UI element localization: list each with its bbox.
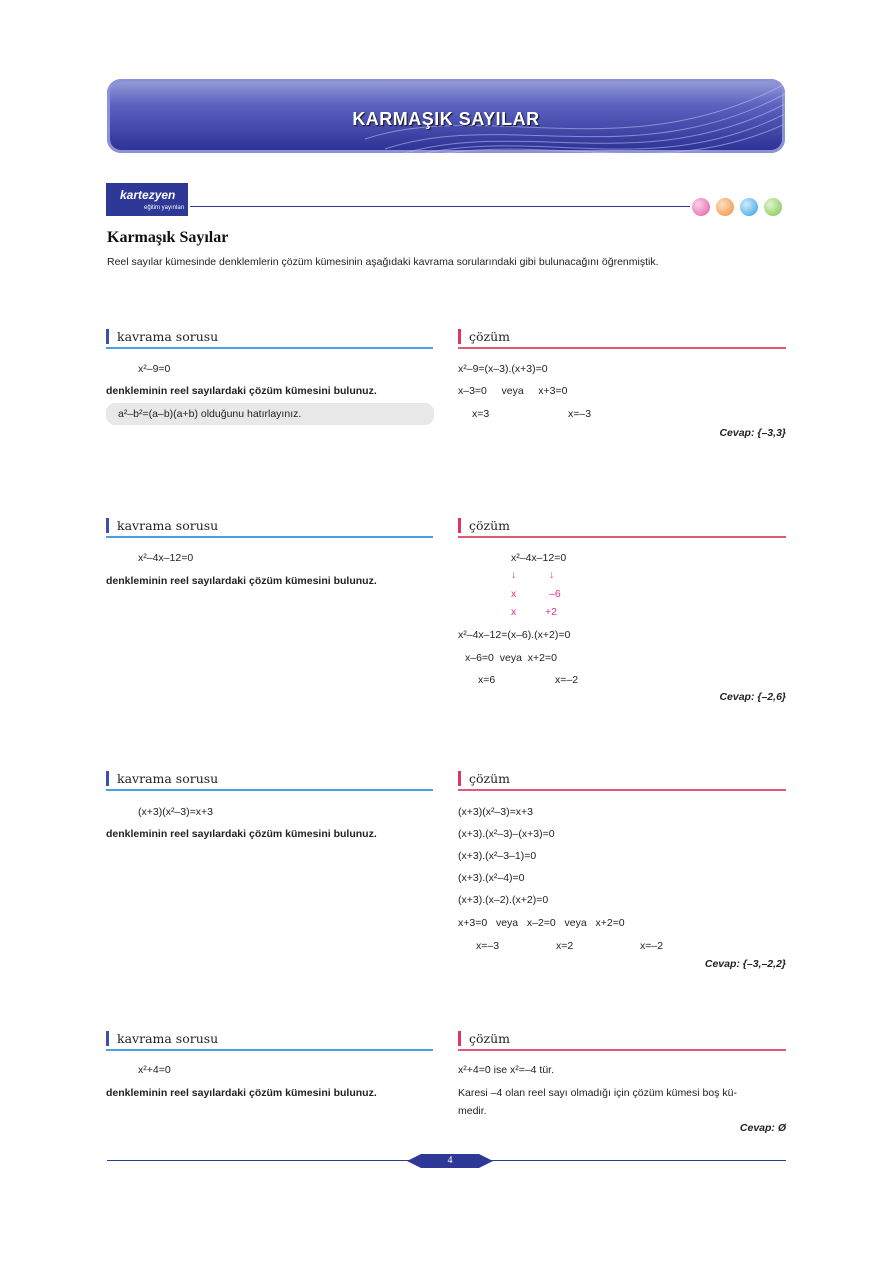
page-title: KARMAŞIK SAYILAR xyxy=(352,109,540,129)
solution-line: (x+3).(x–2).(x+2)=0 xyxy=(458,894,549,906)
problem-equation: (x+3)(x²–3)=x+3 xyxy=(138,806,213,818)
solution-line: Karesi –4 olan reel sayı olmadığı için çözüm kümesi boş kü- xyxy=(458,1087,737,1099)
logo-divider xyxy=(190,206,690,207)
question-rule xyxy=(106,347,433,349)
solution-rule xyxy=(458,1049,786,1051)
solution-label: çözüm xyxy=(458,1031,510,1046)
green-dot xyxy=(764,198,782,216)
problem-equation: x²+4=0 xyxy=(138,1064,171,1076)
solution-line: (x+3).(x²–3)–(x+3)=0 xyxy=(458,828,555,840)
solution-line: x²–4x–12=(x–6).(x+2)=0 xyxy=(458,629,571,641)
down-arrow-icon: ↓ xyxy=(511,569,517,581)
question-label: kavrama sorusu xyxy=(106,771,218,786)
solution-root: x=2 xyxy=(556,940,574,952)
problem-instruction: denkleminin reel sayılardaki çözüm kümesini bulunuz. xyxy=(106,575,377,587)
question-label: kavrama sorusu xyxy=(106,1031,218,1046)
solution-line: x²+4=0 ise x²=–4 tür. xyxy=(458,1064,555,1076)
solution-label: çözüm xyxy=(458,518,510,533)
answer: Cevap: {–3,3} xyxy=(719,427,786,439)
logo-subtitle: eğitim yayınları xyxy=(144,205,185,211)
orange-dot xyxy=(716,198,734,216)
solution-label: çözüm xyxy=(458,771,510,786)
solution-rule xyxy=(458,789,786,791)
problem-instruction: denkleminin reel sayılardaki çözüm kümesini bulunuz. xyxy=(106,828,377,840)
question-rule xyxy=(106,536,433,538)
solution-rule xyxy=(458,347,786,349)
solution-line: x²–9=(x–3).(x+3)=0 xyxy=(458,363,548,375)
solution-line: x–6=0 veya x+2=0 xyxy=(465,652,557,664)
logo-name: kartezyen xyxy=(120,188,176,202)
solution-root: x=–2 xyxy=(555,674,579,686)
problem-instruction: denkleminin reel sayılardaki çözüm kümesini bulunuz. xyxy=(106,385,377,397)
factor-term: x xyxy=(511,606,517,618)
factor-term: x xyxy=(511,588,517,600)
factor-top: x²–4x–12=0 xyxy=(511,552,567,564)
header-banner xyxy=(107,79,785,153)
problem-instruction: denkleminin reel sayılardaki çözüm kümesini bulunuz. xyxy=(106,1087,377,1099)
factor-term: +2 xyxy=(545,606,557,618)
solution-line: x–3=0 veya x+3=0 xyxy=(458,385,568,397)
solution-line: (x+3)(x²–3)=x+3 xyxy=(458,806,533,818)
solution-label: çözüm xyxy=(458,329,510,344)
solution-root: x=–3 xyxy=(476,940,500,952)
solution-line: (x+3).(x²–3–1)=0 xyxy=(458,850,537,862)
question-rule xyxy=(106,789,433,791)
solution-root: x=–2 xyxy=(640,940,664,952)
problem-equation: x²–9=0 xyxy=(138,363,171,375)
problem-equation: x²–4x–12=0 xyxy=(138,552,194,564)
section-intro: Reel sayılar kümesinde denklemlerin çözüm kümesinin aşağıdaki kavrama sorularındaki gibi bulunacağını öğrenmiştik. xyxy=(107,256,659,268)
blue-dot xyxy=(740,198,758,216)
pink-dot xyxy=(692,198,710,216)
solution-line: x+3=0 veya x–2=0 veya x+2=0 xyxy=(458,917,625,929)
answer: Cevap: {–2,6} xyxy=(719,691,786,703)
kartezyen-logo xyxy=(106,183,188,216)
section-title: Karmaşık Sayılar xyxy=(107,229,229,246)
solution-line: (x+3).(x²–4)=0 xyxy=(458,872,525,884)
solution-root: x=–3 xyxy=(568,408,592,420)
page-number: 4 xyxy=(447,1155,453,1166)
question-label: kavrama sorusu xyxy=(106,518,218,533)
hint-text: a²–b²=(a–b)(a+b) olduğunu hatırlayınız. xyxy=(118,408,302,420)
solution-line: medir. xyxy=(458,1105,487,1117)
question-label: kavrama sorusu xyxy=(106,329,218,344)
down-arrow-icon: ↓ xyxy=(549,569,555,581)
factor-term: –6 xyxy=(549,588,561,600)
answer: Cevap: Ø xyxy=(739,1122,786,1134)
question-rule xyxy=(106,1049,433,1051)
solution-root: x=6 xyxy=(478,674,496,686)
answer: Cevap: {–3,–2,2} xyxy=(704,958,786,970)
solution-root: x=3 xyxy=(472,408,490,420)
solution-rule xyxy=(458,536,786,538)
